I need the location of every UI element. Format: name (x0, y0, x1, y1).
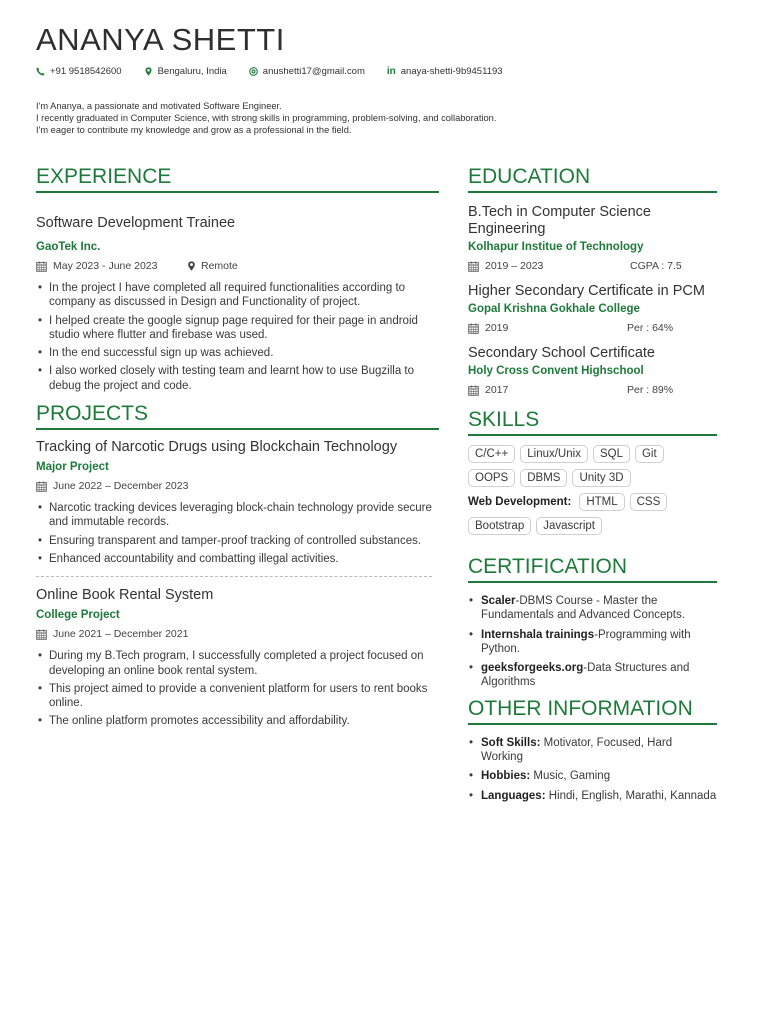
skill-tag: Javascript (536, 517, 602, 535)
education-meta (468, 383, 717, 397)
info-value: Music, Gaming (530, 770, 611, 783)
job-bullets (36, 281, 436, 393)
info-value: Hindi, English, Marathi, Kannada (545, 789, 717, 802)
list-item: • I also worked closely with testing team and learnt how to use Bugzilla to debug the project and code. (36, 364, 436, 393)
skill-tag: OOPS (468, 469, 515, 487)
education-score: CGPA : 7.5 (630, 260, 682, 272)
list-item: • In the end successful sign up was achieved. (36, 346, 436, 360)
linkedin-handle: anaya-shetti-9b9451193 (400, 66, 503, 77)
project-dates: June 2021 – December 2021 (53, 628, 189, 641)
candidate-name: ANANYA SHETTI (36, 22, 285, 57)
list-item: • This project aimed to provide a convenient platform for users to rent books online. (36, 682, 436, 711)
calendar-icon (36, 481, 47, 492)
list-item: • I helped create the google signup page required for their page in android studio where flutter and firebase was used. (36, 314, 436, 343)
skills-list (468, 445, 717, 468)
job-location: Remote (201, 260, 238, 272)
web-skills-list (468, 493, 717, 516)
certification-list (468, 594, 717, 690)
school-name: Gopal Krishna Gokhale College (468, 303, 640, 315)
other-info-heading: OTHER INFORMATION (468, 696, 717, 725)
cert-description: -Programming with Python. (481, 628, 691, 655)
cert-provider: geeksforgeeks.org (481, 662, 584, 675)
job-title: Software Development Trainee (36, 215, 236, 231)
skill-tag: C/C++ (468, 445, 515, 463)
list-item: • Narcotic tracking devices leveraging block-chain technology provide secure and immutable records. (36, 501, 436, 530)
calendar-icon (468, 261, 479, 272)
project-meta (36, 627, 439, 641)
profile-summary (36, 101, 496, 136)
education-heading: EDUCATION (468, 164, 717, 193)
list-item: • The online platform promotes accessibility and affordability. (36, 714, 436, 728)
contact-bar (36, 66, 525, 77)
project-meta (36, 479, 439, 493)
summary-line: I recently graduated in Computer Science, with strong skills in programming, problem-solving, and collaboration. (36, 112, 497, 123)
school-name: Kolhapur Institue of Technology (468, 241, 644, 253)
list-item (468, 736, 717, 765)
info-value: Motivator, Focused, Hard Working (481, 736, 673, 764)
company-name: GaoTek Inc. (36, 241, 101, 253)
at-sign-icon (249, 67, 258, 76)
map-pin-icon (144, 67, 153, 76)
project-type: Major Project (36, 461, 109, 474)
calendar-icon (468, 385, 479, 396)
skill-tag: DBMS (520, 469, 567, 487)
contact-location (144, 66, 227, 77)
skill-tag: SQL (593, 445, 630, 463)
certification-heading: CERTIFICATION (468, 554, 717, 583)
education-item (468, 345, 717, 397)
info-label: Hobbies: (481, 770, 531, 783)
list-item (468, 661, 717, 690)
project-bullets (36, 649, 436, 728)
skill-tag: Bootstrap (468, 517, 531, 535)
summary-line: I'm eager to contribute my knowledge and grow as a professional in the field. (36, 124, 352, 135)
education-year: 2017 (485, 384, 509, 396)
list-item: • In the project I have completed all required functionalities according to company as discussed in Design and Functionality of project. (36, 281, 436, 310)
right-column (468, 164, 717, 808)
email-address: anushetti17@gmail.com (262, 66, 365, 77)
contact-phone[interactable] (36, 66, 122, 77)
education-year: 2019 (485, 322, 509, 334)
phone-icon (36, 67, 45, 76)
list-item (468, 789, 717, 803)
education-score: Per : 64% (627, 322, 674, 334)
education-item (468, 204, 717, 273)
school-name: Holy Cross Convent Highschool (468, 365, 644, 377)
experience-item (36, 215, 439, 393)
education-item (468, 283, 717, 335)
degree-name: Higher Secondary Certificate in PCM (468, 283, 705, 299)
list-item: • Enhanced accountability and combatting illegal activities. (36, 552, 436, 566)
project-name: Tracking of Narcotic Drugs using Blockchain Technology (36, 439, 398, 456)
project-type: College Project (36, 609, 120, 622)
experience-heading: EXPERIENCE (36, 164, 439, 193)
calendar-icon (36, 261, 47, 272)
left-column (36, 164, 439, 733)
calendar-icon (36, 629, 47, 640)
education-score: Per : 89% (627, 384, 674, 396)
map-pin-icon (187, 261, 196, 271)
degree-name: B.Tech in Computer Science Engineering (468, 204, 651, 237)
education-meta (468, 321, 717, 335)
project-item (36, 439, 439, 566)
calendar-icon (468, 323, 479, 334)
other-info-list (468, 736, 717, 803)
job-dates: May 2023 - June 2023 (53, 260, 158, 272)
info-label: Languages: (481, 789, 546, 802)
skill-tag: HTML (579, 493, 624, 511)
skill-tag: Git (635, 445, 664, 463)
location-text: Bengaluru, India (157, 66, 227, 77)
skills-list (468, 469, 717, 492)
skill-tag: CSS (630, 493, 668, 511)
project-divider (36, 576, 432, 577)
list-item: • Ensuring transparent and tamper-proof tracking of controlled substances. (36, 534, 436, 548)
skill-tag: Unity 3D (572, 469, 630, 487)
summary-line: I'm Ananya, a passionate and motivated Software Engineer. (36, 101, 282, 111)
linkedin-icon: in (386, 66, 396, 77)
project-dates: June 2022 – December 2023 (53, 480, 189, 493)
cert-description: -DBMS Course - Master the Fundamentals and Advanced Concepts. (481, 595, 685, 622)
project-name: Online Book Rental System (36, 587, 214, 604)
skill-category-label: Web Development: (468, 496, 572, 508)
skills-heading: SKILLS (468, 407, 717, 436)
job-meta (36, 259, 439, 273)
project-item (36, 587, 439, 728)
list-item (468, 628, 717, 657)
web-skills-list (468, 517, 717, 540)
cert-provider: Scaler (481, 595, 516, 607)
cert-provider: Internshala trainings (481, 628, 595, 641)
projects-heading: PROJECTS (36, 401, 439, 430)
phone-number: +91 9518542600 (50, 66, 122, 77)
skill-tag: Linux/Unix (520, 445, 588, 463)
education-year: 2019 – 2023 (485, 260, 544, 272)
degree-name: Secondary School Certificate (468, 345, 655, 361)
contact-email[interactable] (249, 66, 365, 77)
project-bullets (36, 501, 436, 566)
education-meta (468, 259, 717, 273)
contact-linkedin[interactable] (387, 66, 503, 77)
list-item: • During my B.Tech program, I successfully completed a project focused on developing an online book rental system. (36, 649, 436, 678)
cert-description: -Data Structures and Algorithms (481, 662, 690, 689)
list-item (468, 594, 717, 623)
list-item (468, 769, 717, 783)
info-label: Soft Skills: (481, 736, 541, 749)
